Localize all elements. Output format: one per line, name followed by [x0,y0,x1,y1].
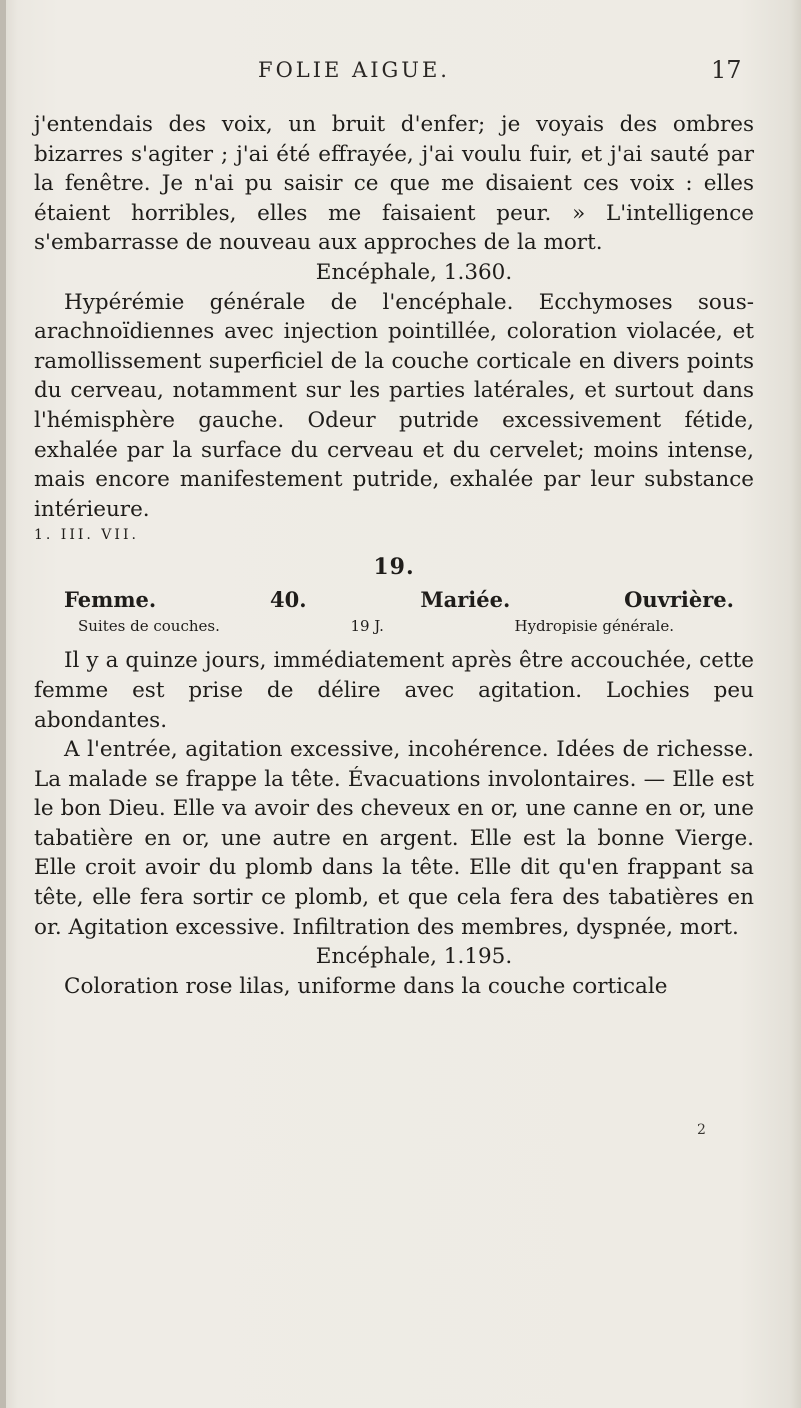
signature-mark: 2 [697,1122,706,1138]
paragraph-coloration: Coloration rose lilas, uniforme dans la couche corticale [64,973,668,999]
case-subheader [34,614,754,638]
case-profession: Ouvrière. [624,587,734,613]
page-number: 17 [711,56,742,84]
paragraph-autopsy: Hypérémie générale de l'encéphale. Ecchymoses sous-arachnoïdiennes avec injection pointillée, coloration violacée, et ramollissement superficiel de la couche corticale en divers points du cerveau, notamment sur les parties latérales, et surtout dans l'hémisphère gauche. Odeur putride excessivement fétide, exhalée par la surface du cerveau et du cervelet; moins intense, mais encore manifestement putride, exhalée par leur substance intérieure. [34,289,754,522]
running-title: FOLIE AIGUE. [258,58,450,82]
case-complication: Hydropisie générale. [514,617,674,636]
paragraph-continued: j'entendais des voix, un bruit d'enfer; je voyais des ombres bizarres s'agiter ; j'ai été effrayée, j'ai voulu fuir, et j'ai sauté par la fenêtre. Je n'ai pu saisir ce que me disaient ces voix : elles étaient horribles, elles me faisaient peur. » L'intelligence s'embarrasse de nouveau aux approches de la mort. [34,112,754,256]
case-cause: Suites de couches. [78,617,220,636]
case-duration: 19 J. [350,617,384,636]
body-text [34,110,754,1001]
paragraph-admission: A l'entrée, agitation excessive, incohérence. Idées de richesse. La malade se frappe la tête. Évacuations involontaires. — Elle est le bon Dieu. Elle va avoir des cheveux en or, une canne en or, une tabatière en or, une autre en argent. Elle est la bonne Vierge. Elle croit avoir du plomb dans la tête. Elle dit qu'en frappant sa tête, elle fera sortir ce plomb, et que cela fera des tabatières en or. Agitation excessive. Infiltration des membres, dyspnée, mort. [34,737,754,940]
case-header [34,586,754,614]
encephale-weight-1: Encéphale, 1.360. [315,259,513,285]
case-status: Mariée. [420,587,511,613]
case-age: 40. [270,587,307,613]
binding-edge [0,0,6,1408]
case-sex: Femme. [64,587,157,613]
paragraph-onset: Il y a quinze jours, immédiatement après être accouchée, cette femme est prise de délire avec agitation. Lochies peu abondantes. [34,648,754,733]
encephale-weight-2: Encéphale, 1.195. [315,944,513,970]
case-number: 19. [373,554,415,581]
reference-note: 1. III. VII. [34,527,139,544]
